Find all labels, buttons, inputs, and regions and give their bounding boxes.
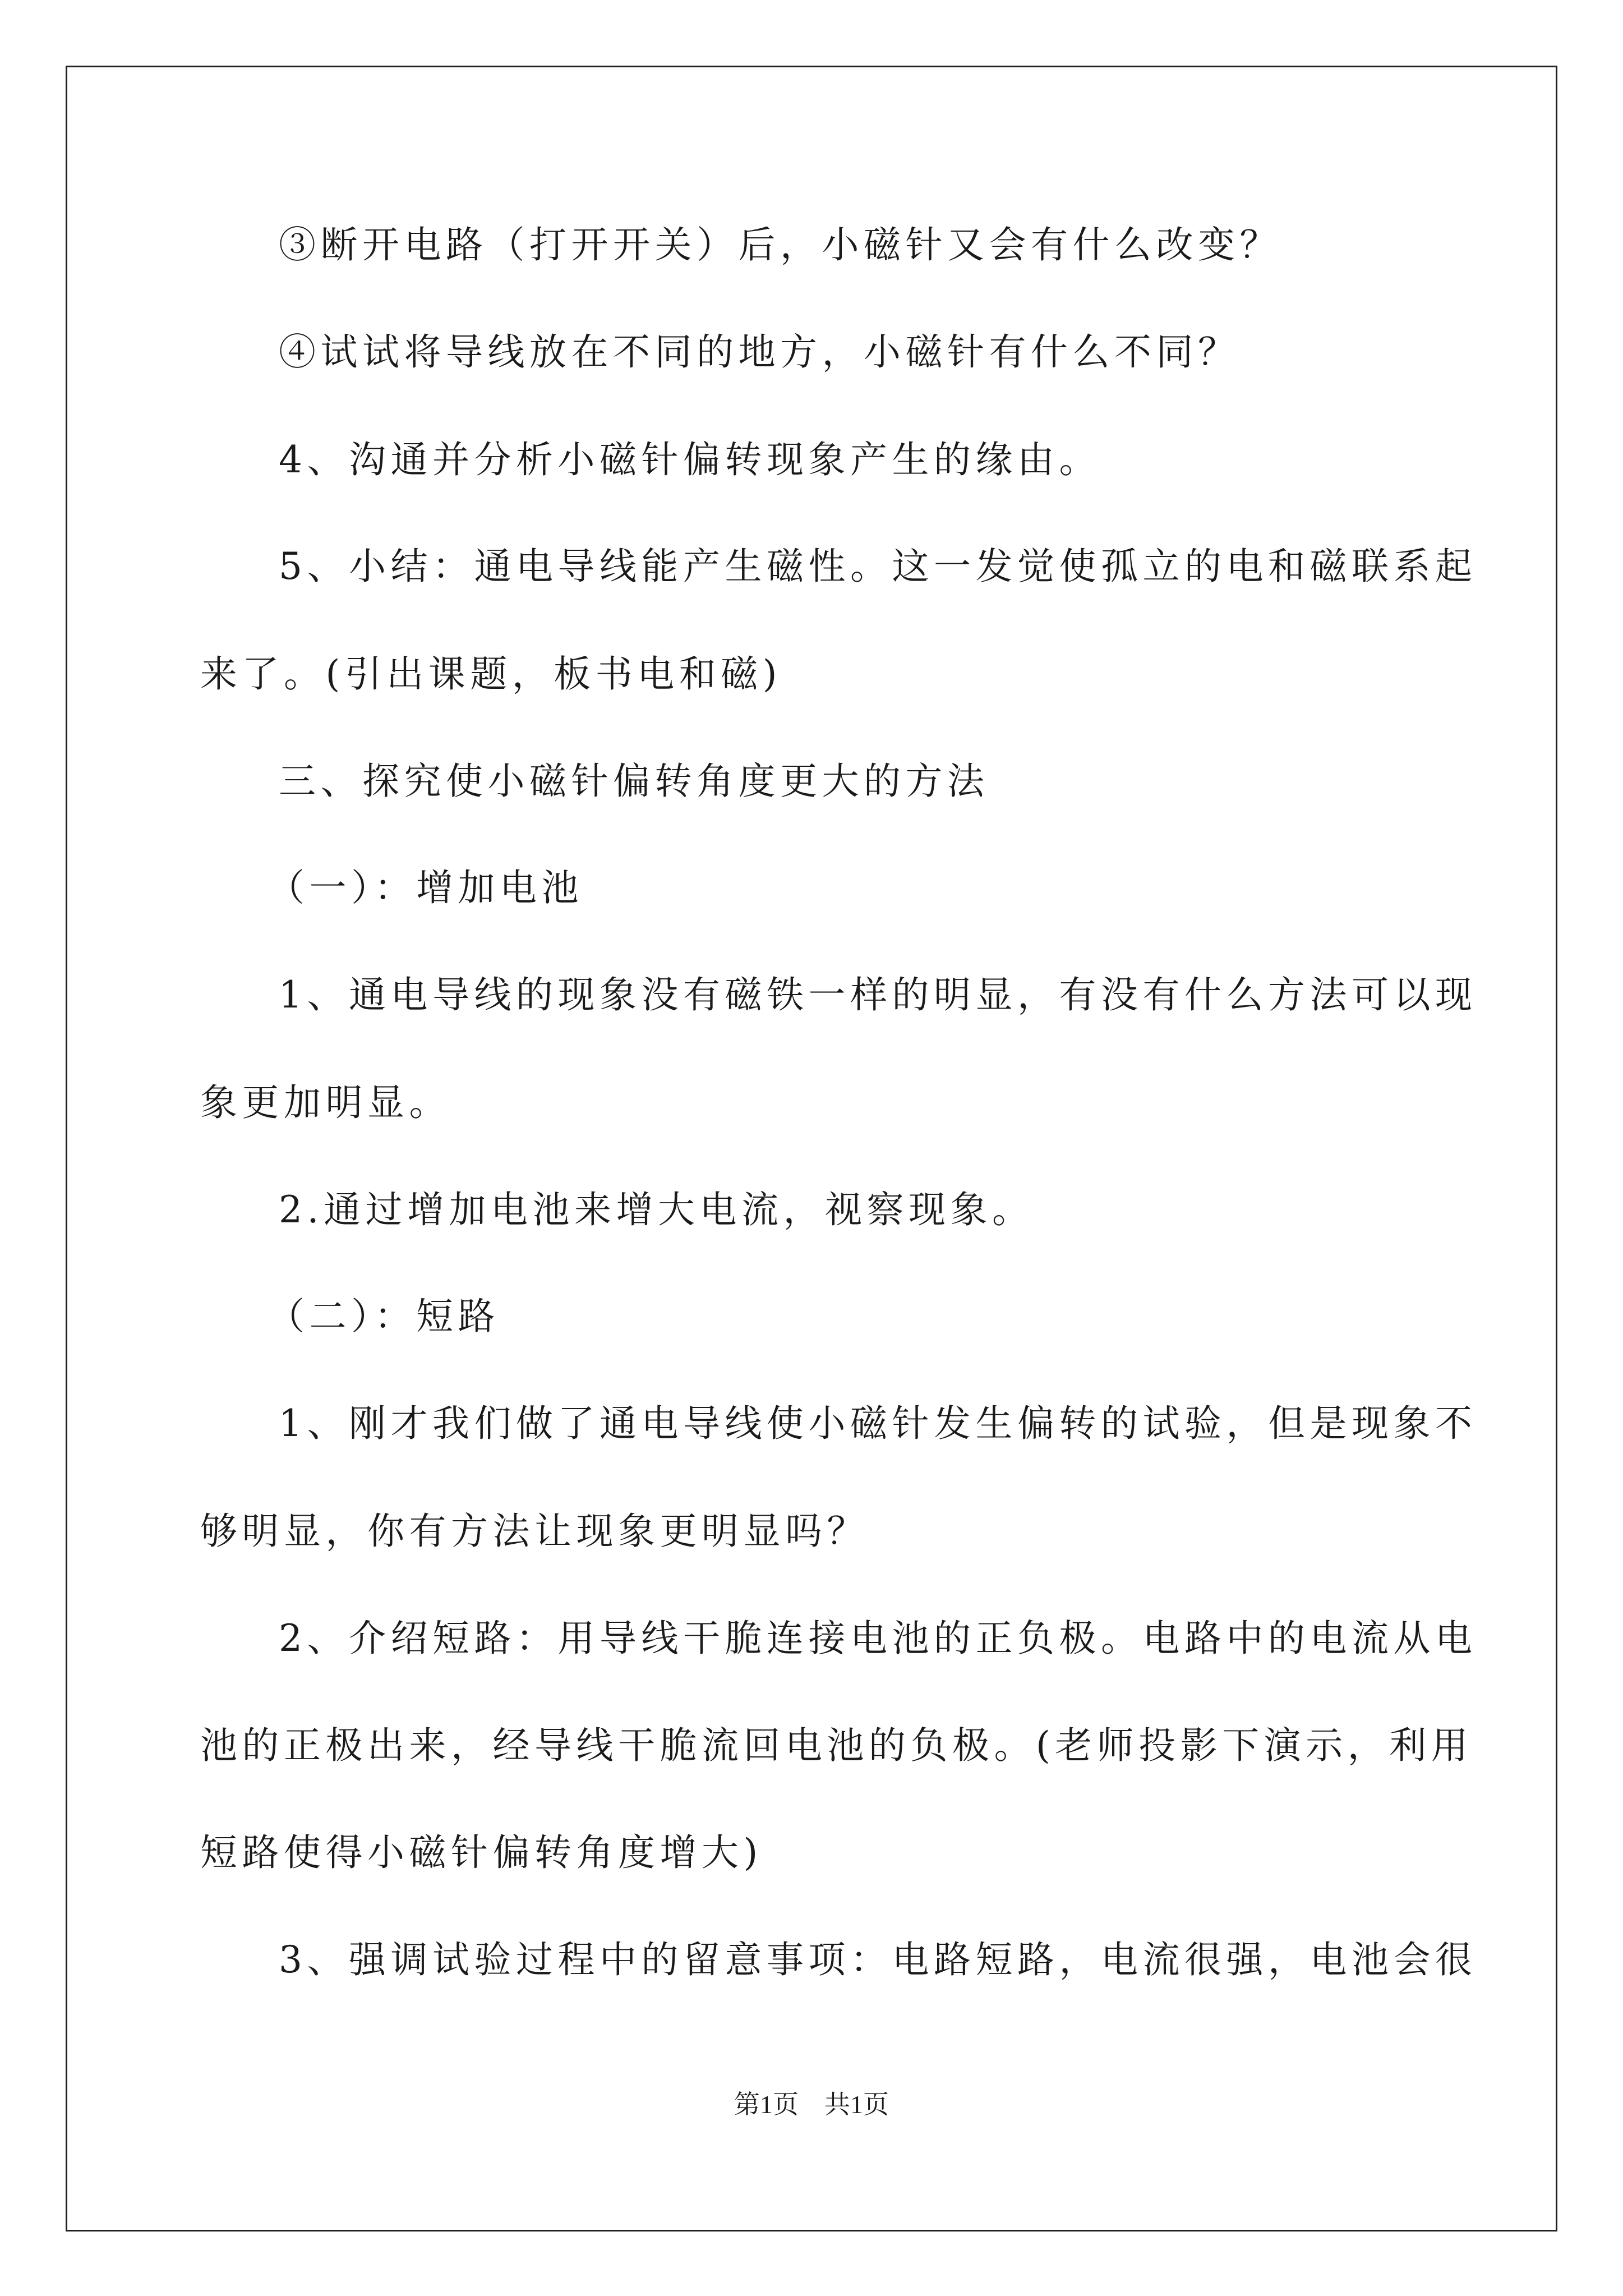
subsection-heading: （二）：短路 [268, 1295, 500, 1338]
paragraph-line: 够明显，你有方法让现象更明显吗？ [200, 1510, 869, 1553]
paragraph-line: 2、介绍短路：用导线干脆连接电池的正负极。电路中的电流从电 [279, 1617, 1477, 1660]
paragraph-line: 1、通电导线的现象没有磁铁一样的明显，有没有什么方法可以现 [279, 973, 1477, 1016]
paragraph-line: 池的正极出来，经导线干脆流回电池的负极。(老师投影下演示，利用 [200, 1724, 1473, 1767]
subsection-heading: （一）：增加电池 [268, 866, 583, 909]
paragraph-line: 短路使得小磁针偏转角度增大) [200, 1831, 763, 1874]
paragraph-line: 1、刚才我们做了通电导线使小磁针发生偏转的试验，但是现象不 [279, 1402, 1477, 1445]
page-number-footer: 第1页 共1页 [734, 2090, 889, 2119]
paragraph-line: ③断开电路（打开开关）后，小磁针又会有什么改变？ [279, 223, 1281, 266]
section-heading: 三、探究使小磁针偏转角度更大的方法 [279, 760, 989, 803]
paragraph-line: 5、小结：通电导线能产生磁性。这一发觉使孤立的电和磁联系起 [279, 545, 1477, 588]
paragraph-line: ④试试将导线放在不同的地方，小磁针有什么不同？ [279, 330, 1240, 374]
page-border [66, 66, 1557, 2231]
paragraph-line: 3、强调试验过程中的留意事项：电路短路，电流很强，电池会很 [279, 1938, 1477, 1981]
paragraph-line: 来了。(引出课题，板书电和磁) [200, 652, 782, 696]
paragraph-line: 象更加明显。 [200, 1081, 451, 1124]
paragraph-line: 4、沟通并分析小磁针偏转现象产生的缘由。 [279, 438, 1101, 481]
paragraph-line: 2.通过增加电池来增大电流，视察现象。 [279, 1188, 1034, 1231]
